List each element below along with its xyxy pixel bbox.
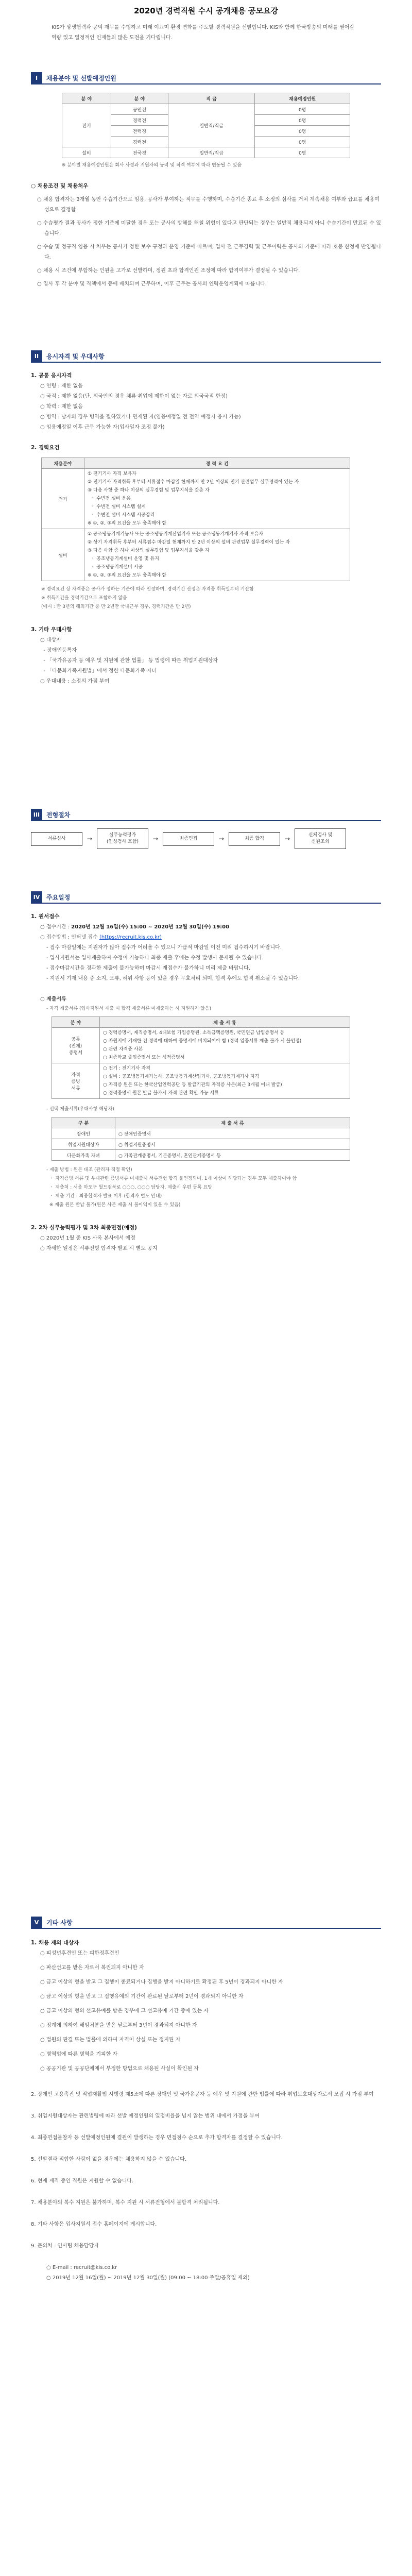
conditions-title: ○ 채용조건 및 채용처우 — [31, 183, 89, 189]
section-qualification — [31, 350, 381, 687]
method-note: - 입사지원서는 입사제출하여 수정이 가능하나 최종 제출 후에는 수정 발생시 문제될 수 있습니다. — [46, 955, 264, 961]
etc-note: 4. 최종면접불참자 등 선발예정인원에 결원이 발생하는 경우 면접점수 순으로 추가 합격자를 결정할 수 있습니다. — [31, 2135, 283, 2141]
exclusion-item: ○ 법원의 판결 또는 법률에 의하여 자격이 상실 또는 정지된 자 — [40, 2037, 181, 2043]
process-step: 신체검사 및 신원조회 — [295, 828, 346, 849]
intro-text: KIS가 상생협력과 공익 재무를 수행하고 미래 이끄미 환경 변화를 주도할 경력직원을 선발합니다. KIS와 함께 한국방송의 미래를 열어갈 역량 있고 열정적인 인재들의 많은 도전을 기다립니다. — [52, 25, 355, 41]
method-label: ○ 접수방법 : 인터넷 접수 — [40, 935, 98, 940]
requirement-line: ㆍ 공조냉동기계설비 운영 및 유지 — [88, 556, 159, 562]
documents-subtitle: - 자격 제출서류 (입사지원서 제출 시 합격 제출서류 미제출하는 시 지원하지 않음) — [46, 1006, 211, 1011]
requirement-line: ㆍ 공조냉동기계설비 시공 — [88, 565, 143, 570]
exclusion-item: ○ 공공기관 및 공공단체에서 부정한 방법으로 채용된 사실이 확인된 자 — [40, 2066, 199, 2072]
table-header: 경 력 요 건 — [84, 458, 350, 469]
qualification-item: ○ 학력 : 제한 없음 — [40, 404, 83, 410]
career-requirement-title: 2. 경력요건 — [31, 445, 60, 451]
document-line: ○ 경력증명서 원본 발급 불가시 자격 관련 확인 가능 서류 — [103, 1091, 219, 1096]
section-header — [31, 809, 381, 821]
interview-item: ○ 2020년 1월 중 KIS 사옥 본사에서 예정 — [40, 1235, 135, 1241]
exclusion-item: ○ 금고 이상의 형을 받고 그 집행유예의 기간이 완료된 날로부터 2년이 경과되지 아니한 자 — [40, 1994, 244, 1999]
table-cell: ○ 장애인증명서 — [115, 1128, 350, 1139]
section-number: I — [31, 72, 42, 83]
table-cell: 공통 (전체) 증명서 — [52, 1028, 100, 1063]
section-number: III — [31, 809, 42, 820]
method-note: - 접수 마감일에는 지원자가 많아 접수가 어려울 수 있으니 가급적 마감일 이전 미리 접수하시기 바랍니다. — [46, 945, 282, 951]
table-cell: 취업지원대상자 — [52, 1139, 115, 1150]
section-number: II — [31, 350, 42, 362]
section-process — [31, 809, 381, 849]
exclusion-item: ○ 금고 이상의 형의 선고유예를 받은 경우에 그 선고유예 기간 중에 있는 자 — [40, 2008, 209, 2014]
requirement-line: ※ ①, ②, ③의 요건을 모두 충족해야 함 — [88, 521, 167, 526]
section-number: IV — [31, 891, 42, 903]
table-cell — [100, 1028, 350, 1063]
section-header — [31, 891, 381, 904]
table-cell: 경력전 — [111, 137, 168, 147]
documents-title: ○ 제출서류 — [40, 996, 66, 1002]
document-line: ○ 경력증명서, 재직증명서, 4대보험 가입증명원, 소득금액증명원, 국민연금 납입증명서 등 — [103, 1030, 285, 1036]
exclusion-item: ○ 피성년후견인 또는 피한정후견인 — [40, 1951, 119, 1956]
application-method — [31, 933, 381, 943]
career-note: (예시 : 만 3년의 해외기간 중 만 2년만 국내근무 경우, 경력기간은 만 2년) — [41, 604, 191, 609]
table-cell: 0명 — [255, 126, 350, 137]
table-cell: 일반직/직급 — [168, 147, 255, 158]
table-cell: 다문화가족 자녀 — [52, 1150, 115, 1161]
table-header: 직 급 — [168, 93, 255, 104]
condition-item: ○ 채용 합격자는 3개월 동안 수습기간으로 임용, 공사가 부여하는 직무를 수행하며, 수습기간 종료 후 소정의 심사를 거쳐 계속채용 여부와 급요를 채용여성으로 결정함 — [37, 197, 380, 213]
table-cell: 일반직/직급 — [168, 104, 255, 147]
table-cell: 0명 — [255, 137, 350, 147]
table-cell: 자격 증빙 서류 — [52, 1063, 100, 1099]
table-cell: 전국경 — [111, 147, 168, 158]
submission-note: ㆍ 제출 기간 : 최종합격자 발표 이후 (합격자 별도 안내) — [46, 1194, 162, 1199]
table-row — [42, 469, 350, 529]
table-row — [52, 1028, 350, 1063]
qualification-item: ○ 임용예정일 이후 근무 가능한 자(입사일자 조정 불가) — [40, 425, 165, 430]
period-value: 2020년 12월 16일(수) 15:00 ~ 2020년 12월 30일(수) 19:00 — [71, 924, 230, 930]
table-cell — [84, 469, 350, 529]
submission-note: ㆍ 자격증빙 서류 및 우대관련 증빙서류 미제출시 서류전형 합격 불인정되며, 1개 이상이 해당되는 경우 모두 제출하여야 함 — [46, 1176, 297, 1181]
document-line: ○ 전기 : 전기기사 자격 — [103, 1066, 150, 1071]
etc-note: 5. 선발결과 적합한 사람이 없을 경우에는 채용하지 않을 수 있습니다. — [31, 2157, 187, 2162]
table-row — [42, 529, 350, 581]
etc-note: 9. 문의처 : 인사팀 채용담당자 — [31, 2243, 99, 2249]
table-cell: 전력경 — [111, 126, 168, 137]
document-line: ○ 최종학교 졸업증명서 또는 성적증명서 — [103, 1055, 185, 1060]
contact-line: ○ 2019년 12월 16일(월) ~ 2019년 12월 30일(월) (09:00 ~ 18:00 주말/공휴일 제외) — [46, 2275, 250, 2281]
recruitment-table — [62, 93, 350, 158]
exclusion-item: ○ 징계에 의하여 해임처분을 받은 날로부터 3년이 경과되지 아니한 자 — [40, 2023, 197, 2028]
requirement-line: ③ 다음 사항 중 하나 이상의 실무경험 및 업무지식을 갖춘 자 — [88, 488, 210, 493]
table-header: 제 출 서 류 — [100, 1017, 350, 1028]
process-step: 실무능력평가 (인성검사 포함) — [97, 828, 148, 849]
table-cell — [84, 529, 350, 581]
submission-note: ㆍ 제출처 : 서울 마포구 월드컵북로 ○○○, ○○○ 담당자, 제출시 우편 등록 요망 — [46, 1185, 212, 1190]
section-title: 전형절차 — [46, 811, 71, 819]
etc-note: 7. 채용분야의 복수 지원은 불가하며, 복수 지원 시 서류전형에서 불합격 처리됩니다. — [31, 2200, 220, 2206]
requirement-line: ㆍ 수변전 설비 시스템 설계 — [88, 504, 146, 510]
flow-arrow-icon: → — [87, 835, 93, 842]
requirement-line: ㆍ 수변전 설비 시스템 시공감리 — [88, 513, 155, 518]
qualification-item: ○ 국적 : 제한 없음(단, 외국인의 경우 체류·취업에 제한이 없는 자로 외국국적 한정) — [40, 394, 228, 399]
etc-note: 3. 취업지원대상자는 관련법령에 따라 선발 예정인원의 일정비율을 넘지 않는 범위 내에서 가점을 부여 — [31, 2113, 260, 2119]
section-header — [31, 1917, 381, 1929]
preference-item: - 「다문화가족지원법」에서 정한 다문화가족 자녀 — [40, 668, 157, 674]
table-cell: 0명 — [255, 115, 350, 126]
table-cell: 설비 — [62, 147, 111, 158]
interview-title: 2. 2차 실무능력평가 및 3차 최종면접(예정) — [31, 1225, 137, 1231]
table-header: 제 출 서 류 — [115, 1117, 350, 1128]
document-line: ○ 자원지에 기재한 전 경력에 대하여 증명서에 비치되어야 함 (경력 입증서류 제출 불가 시 불인정) — [103, 1039, 302, 1044]
contact-line: ○ E-mail : recruit@kis.co.kr — [46, 2265, 117, 2270]
requirement-line: ② 상기 자격취득 후부터 서류접수 마감일 현재까지 만 2년 이상의 설비 관련업무 실무경력이 있는 자 — [88, 540, 290, 545]
method-note: - 지원서 기재 내용 중 소지, 오류, 허위 사항 등이 있을 경우 무효처리 되며, 합격 후에도 합격 취소될 수 있습니다. — [46, 976, 300, 981]
requirement-line: ③ 다음 사항 중 하나 이상의 실무경험 및 업무지식을 갖춘 자 — [88, 548, 210, 553]
requirement-line: ② 전기기사 자격취득 후부터 서류접수 마감일 현재까지 만 2년 이상의 전기 관련업무 실무경력이 있는 자 — [88, 480, 299, 485]
condition-item: ○ 입사 후 각 분야 및 직책에서 등에 배치되며 근무하며, 이후 근무는 공사의 인력운영계획에 따릅니다. — [37, 281, 267, 287]
table-cell: 장애인 — [52, 1128, 115, 1139]
exclusion-item: ○ 파산선고를 받은 자로서 복권되지 아니한 자 — [40, 1965, 144, 1971]
requirement-line: ※ ①, ②, ③의 요건을 모두 충족해야 함 — [88, 573, 167, 578]
section-etc — [31, 1917, 381, 2283]
process-step: 최종 합격 — [229, 832, 280, 846]
table-header: 채용예정인원 — [255, 93, 350, 104]
flow-arrow-icon: → — [218, 835, 225, 842]
section-header — [31, 350, 381, 363]
table-cell: 전기 — [42, 469, 84, 529]
exclusion-item: ○ 병역법에 따른 병역을 기피한 자 — [40, 2052, 118, 2057]
table-row — [52, 1150, 350, 1161]
application-title: 1. 원서접수 — [31, 913, 60, 920]
table-cell: 설비 — [42, 529, 84, 581]
table-header: 구 분 — [52, 1117, 115, 1128]
condition-item: ○ 채용 시 조건에 부합하는 인원을 고가로 선발하며, 정원 초과 합격인원 조정에 따라 합격여부가 결정될 수 있습니다. — [37, 268, 300, 274]
documents-table — [52, 1016, 350, 1099]
common-qualification-title: 1. 공통 응시자격 — [31, 372, 72, 379]
section-schedule — [31, 891, 381, 1254]
career-table — [41, 457, 350, 581]
document-line: ○ 자격증 원본 또는 한국산업인력공단 등 발급기관의 자격증 사본(최근 3개월 이내 발급) — [103, 1082, 282, 1088]
optional-documents-table — [52, 1117, 350, 1161]
page-title: 2020년 경력직원 수시 공개채용 공모요강 — [134, 6, 278, 15]
table-header: 채용분야 — [42, 458, 84, 469]
method-note: - 접수마감시간을 경과한 제출이 불가능하며 마감시 재접수가 불가하니 미리 제출 바랍니다. — [46, 965, 250, 971]
table-cell: 전기 — [62, 104, 111, 147]
table-cell: 0명 — [255, 104, 350, 115]
table-cell: 0명 — [255, 147, 350, 158]
section-title: 응시자격 및 우대사항 — [46, 352, 105, 360]
section-recruitment-field — [31, 72, 381, 170]
section-title: 채용분야 및 선발예정인원 — [46, 74, 116, 82]
process-flow — [31, 828, 381, 849]
requirement-line: ㆍ 수변전 설비 운용 — [88, 496, 131, 501]
optional-documents-subtitle: - 선택 제출서류(우대사항 해당자) — [46, 1107, 114, 1112]
career-note: ※ 경력요건 상 자격증은 공사가 정하는 기준에 따라 인정하며, 경력기간 산정은 자격증 취득일부터 기산함 — [41, 587, 254, 592]
table-header: 분 야 — [52, 1017, 100, 1028]
submission-note: ※ 제출 원본 반납 불가(원본 사본 제출 시 불이익이 있을 수 있음) — [46, 1202, 181, 1208]
section-title: 주요일정 — [46, 893, 71, 901]
process-step: 서류심사 — [31, 832, 82, 846]
recruitment-note: ※ 분야별 채용예정인원은 회사 사정과 지원자의 능력 및 적격 여부에 따라 변동될 수 있음 — [62, 163, 242, 168]
etc-note: 8. 기타 사항은 입사지원서 접수 홈페이지에 게시합니다. — [31, 2222, 157, 2227]
table-row — [52, 1139, 350, 1150]
table-row — [62, 104, 350, 115]
career-note: ※ 취득기간을 경력기간으로 포함하지 않음 — [41, 596, 127, 601]
table-cell: ○ 취업지원증명서 — [115, 1139, 350, 1150]
flow-arrow-icon: → — [284, 835, 290, 842]
table-header: 분 야 — [62, 93, 111, 104]
section-conditions — [31, 180, 381, 293]
document-line: ○ 관련 자격증 사본 — [103, 1047, 143, 1052]
condition-item: ○ 수습평가 결과 공사가 정한 기준에 미달한 경우 또는 공사의 방해를 해칠 위험이 있다고 판단되는 경우는 일반직 채용되지 아니 수습기간이 만료된 수 있습니다. — [37, 221, 381, 236]
exclusion-title: 1. 채용 제외 대상자 — [31, 1940, 79, 1946]
table-cell: 경력전 — [111, 115, 168, 126]
condition-item: ○ 수습 및 정규직 임용 시 처우는 공사가 정한 보수 규정과 운영 기준에 따르며, 입사 전 근무경력 및 근무이력은 공사의 기준에 따라 호봉 산정에 반영됩니다. — [37, 244, 381, 260]
preference-item: ○ 우대내용 : 소정의 가점 부여 — [40, 679, 110, 684]
period-label: ○ 접수기간 : — [40, 924, 70, 930]
interview-item: ○ 자세한 일정은 서류전형 합격자 발표 시 별도 공지 — [40, 1246, 158, 1251]
flow-arrow-icon: → — [152, 835, 159, 842]
requirement-line: ① 전기기사 자격 보유자 — [88, 471, 136, 477]
application-period — [31, 922, 381, 933]
preference-item: ○ 대상자 — [40, 637, 61, 643]
qualification-item: ○ 연령 : 제한 없음 — [40, 383, 83, 389]
table-cell: 공인전 — [111, 104, 168, 115]
section-number: V — [31, 1917, 42, 1928]
preference-title: 3. 기타 우대사항 — [31, 626, 72, 633]
table-row — [52, 1063, 350, 1099]
recruit-site-link[interactable]: (https://recruit.kis.co.kr) — [99, 935, 162, 940]
table-row — [62, 147, 350, 158]
qualification-item: ○ 병역 : 남자의 경우 병역을 필하였거나 면제된 자(임용예정일 전 전역 예정자 응시 가능) — [40, 414, 241, 420]
etc-note: 2. 장애인 고용촉진 및 직업재활법 시행령 제5조에 따른 장애인 및 국가유공자 등 예우 및 지원에 관한 법률에 따라 취업보호대상자로서 모집 시 가점 부여 — [31, 2092, 374, 2097]
preference-item: - 장애인등록자 — [40, 648, 77, 653]
etc-note: 6. 현재 재직 중인 직원은 지원할 수 없습니다. — [31, 2178, 134, 2184]
table-header: 분 야 — [111, 93, 168, 104]
submission-note: - 제출 방법 : 원본 대조 (관리자 직접 확인) — [46, 1167, 132, 1173]
exclusion-item: ○ 금고 이상의 형을 받고 그 집행이 종료되거나 집행을 받지 아니하기로 확정된 후 5년이 경과되지 아니한 자 — [40, 1979, 283, 1985]
table-cell — [100, 1063, 350, 1099]
table-cell: ○ 가족관계증명서, 기본증명서, 혼인관계증명서 등 — [115, 1150, 350, 1161]
process-step: 최종면접 — [163, 832, 214, 846]
preference-item: - 「국가유공자 등 예우 및 지원에 관한 법률」 등 법령에 따른 취업지원대상자 — [40, 658, 218, 664]
table-row — [52, 1128, 350, 1139]
section-title: 기타 사항 — [46, 1919, 73, 1926]
section-header — [31, 72, 381, 84]
document-line: ○ 설비 : 공조냉동기계기능사, 공조냉동기계산업기사, 공조냉동기계기사 자격 — [103, 1074, 260, 1079]
requirement-line: ① 공조냉동기계기능사 또는 공조냉동기계산업기사 또는 공조냉동기계기사 자격 보유자 — [88, 532, 264, 537]
